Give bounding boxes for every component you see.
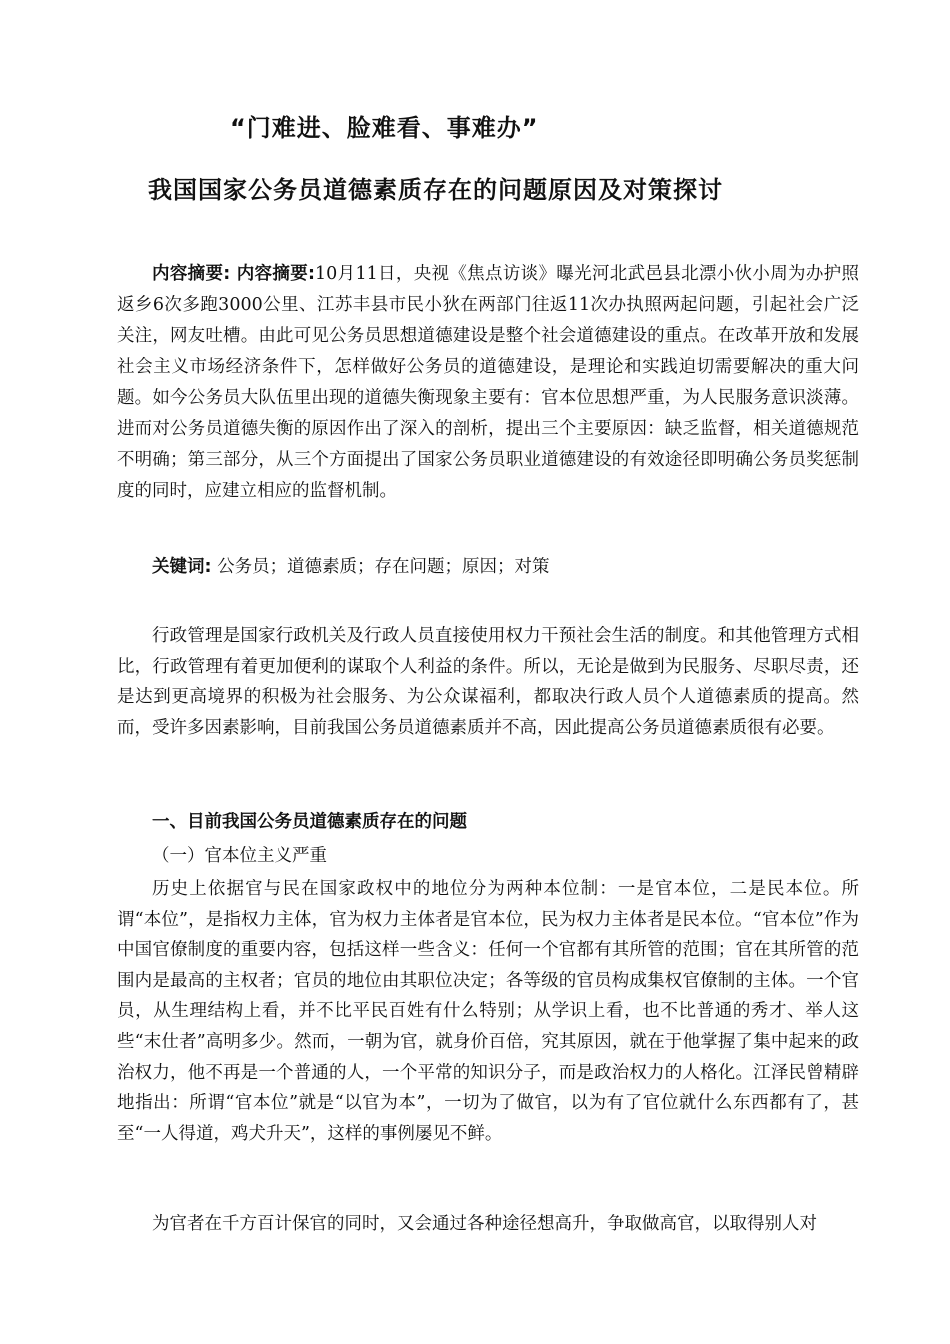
body-paragraph-2: 为官者在千方百计保官的同时，又会通过各种途径想高升，争取做高官，以取得别人对 [152,1214,817,1234]
body-paragraph-1: 历史上依据官与民在国家政权中的地位分为两种本位制：一是官本位，二是民本位。所谓“本位”，是指权力主体，官为权力主体者是官本位，民为权力主体者是民本位。“官本位”作为中国官僚制度的重要内容，包括这样一些含义：任何一个官都有其所管的范围；官在其所管的范围内是最高的主权者；官员的地位由其职位决定；各等级的官员构成集权官僚制的主体。一个官员，从生理结构上看，并不比平民百姓有什么特别；从学识上看，也不比普通的秀才、举人这些“末仕者”高明多少。然而，一朝为官，就身价百倍，究其原因，就在于他掌握了集中起来的政治权力，他不再是一个普通的人，一个平常的知识分子，而是政治权力的人格化。江泽民曾精辟地指出：所谓“官本位”就是“以官为本”，一切为了做官，以为有了官位就什么东西都有了，甚至“一人得道，鸡犬升天”，这样的事例屡见不鲜。 [117,879,859,1144]
section-heading-text: 一、目前我国公务员道德素质存在的问题 [152,812,467,832]
subsection-heading: （一）官本位主义严重 [152,846,327,866]
abstract-text: 10月11日，央视《焦点访谈》曝光河北武邑县北漂小伙小周为办护照返乡6次多跑3000公里、江苏丰县市民小狄在两部门往返11次办执照两起问题，引起社会广泛关注，网友吐槽。由此可见公务员思想道德建设是整个社会道德建设的重点。在改革开放和发展社会主义市场经济条件下，怎样做好公务员的道德建设，是理论和实践迫切需要解决的重大问题。如今公务员大队伍里出现的道德失衡现象主要有：官本位思想严重，为人民服务意识淡薄。进而对公务员道德失衡的原因作出了深入的剖析，提出三个主要原因：缺乏监督，相关道德规范不明确；第三部分，从三个方面提出了国家公务员职业道德建设的有效途径即明确公务员奖惩制度的同时，应建立相应的监督机制。 [117,264,859,501]
abstract-paragraph [117,259,859,507]
keywords-paragraph [117,552,859,583]
section-heading [117,807,859,838]
keywords-label: 关键词: [152,557,212,577]
intro-paragraph: 行政管理是国家行政机关及行政人员直接使用权力干预社会生活的制度。和其他管理方式相比，行政管理有着更加便利的谋取个人利益的条件。所以，无论是做到为民服务、尽职尽责，还是达到更高境界的积极为社会服务、为公众谋福利，都取决行政人员个人道德素质的提高。然而，受许多因素影响，目前我国公务员道德素质并不高，因此提高公务员道德素质很有必要。 [117,626,859,738]
title-line-2: 我国国家公务员道德素质存在的问题原因及对策探讨 [148,176,723,204]
title-line-1: “门难进、脸难看、事难办” [230,114,539,142]
abstract-label: 内容摘要: 内容摘要: [152,264,316,284]
keywords-text: 公务员；道德素质；存在问题；原因；对策 [211,557,550,577]
